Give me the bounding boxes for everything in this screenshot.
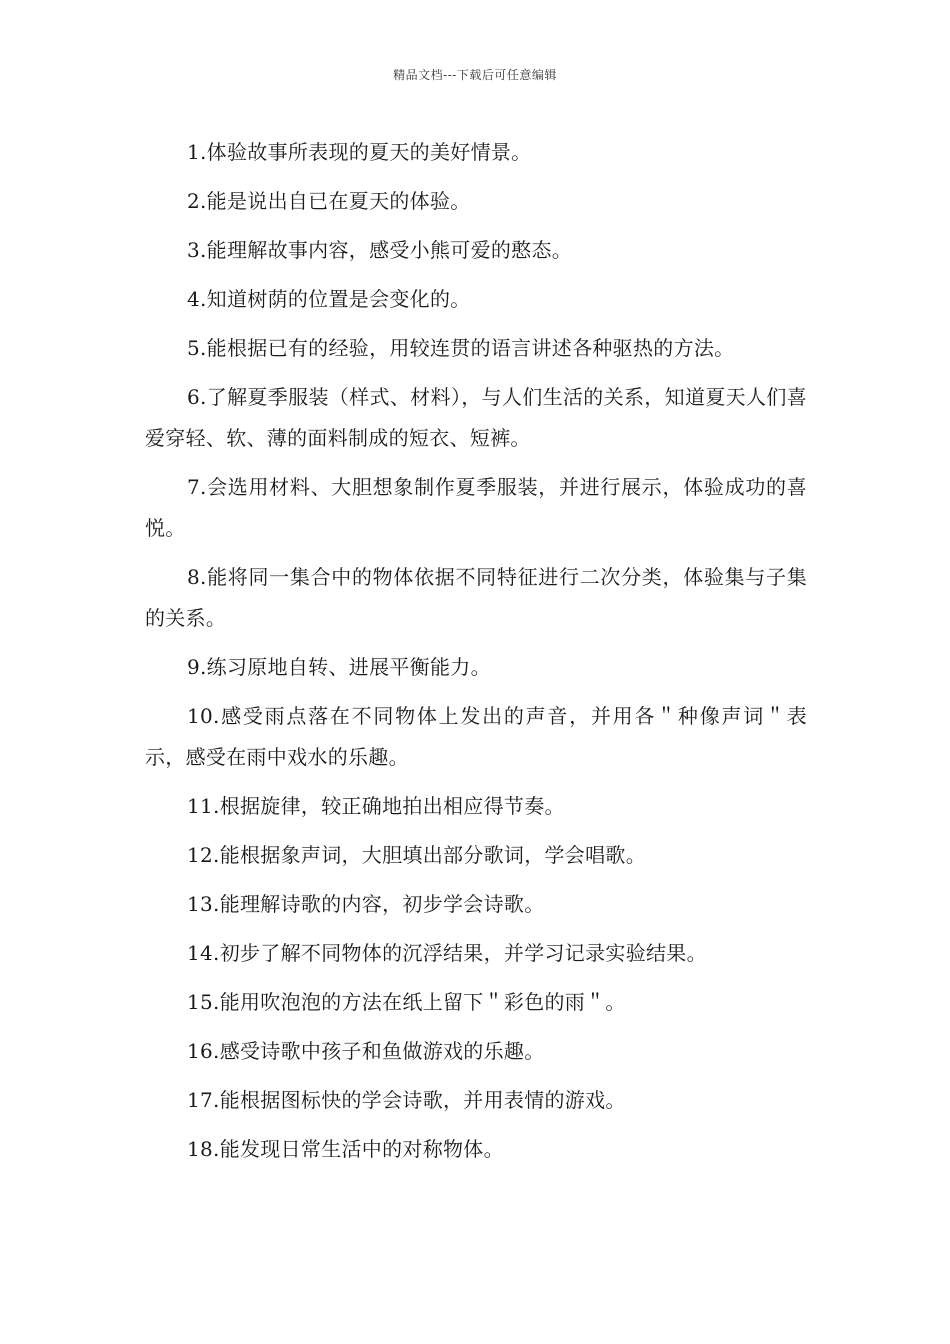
- list-item: 2.能是说出自已在夏天的体验。: [187, 189, 471, 213]
- list-item: 7.会选用材料、大胆想象制作夏季服装，并进行展示，体验成功的喜悦。: [145, 475, 807, 540]
- list-item: 18.能发现日常生活中的对称物体。: [187, 1137, 504, 1161]
- list-item: 17.能根据图标快的学会诗歌，并用表情的游戏。: [187, 1088, 626, 1112]
- list-item: 4.知道树荫的位置是会变化的。: [187, 287, 471, 311]
- list-item: 8.能将同一集合中的物体依据不同特征进行二次分类，体验集与子集的关系。: [145, 565, 807, 630]
- list-item: 5.能根据已有的经验，用较连贯的语言讲述各种驱热的方法。: [187, 336, 735, 360]
- list-item: 6.了解夏季服装（样式、材料），与人们生活的关系，知道夏天人们喜爱穿轻、软、薄的面料制成的短衣、短裤。: [145, 385, 807, 450]
- list-item: 9.练习原地自转、进展平衡能力。: [187, 655, 491, 679]
- list-item: 16.感受诗歌中孩子和鱼做游戏的乐趣。: [187, 1039, 545, 1063]
- list-item: 11.根据旋律，较正确地拍出相应得节奏。: [187, 794, 565, 818]
- list-item: 15.能用吹泡泡的方法在纸上留下＂彩色的雨＂。: [187, 990, 626, 1014]
- list-item: 3.能理解故事内容，感受小熊可爱的憨态。: [187, 238, 573, 262]
- document-body: [145, 132, 807, 1178]
- list-item: 13.能理解诗歌的内容，初步学会诗歌。: [187, 892, 545, 916]
- list-item: 1.体验故事所表现的夏天的美好情景。: [187, 140, 532, 164]
- list-item: 14.初步了解不同物体的沉浮结果，并学习记录实验结果。: [187, 941, 707, 965]
- list-item: 12.能根据象声词，大胆填出部分歌词，学会唱歌。: [187, 843, 647, 867]
- page-header: 精品文档---下载后可任意编辑: [393, 68, 557, 82]
- list-item: 10.感受雨点落在不同物体上发出的声音，并用各＂种像声词＂表示，感受在雨中戏水的乐趣。: [145, 704, 807, 769]
